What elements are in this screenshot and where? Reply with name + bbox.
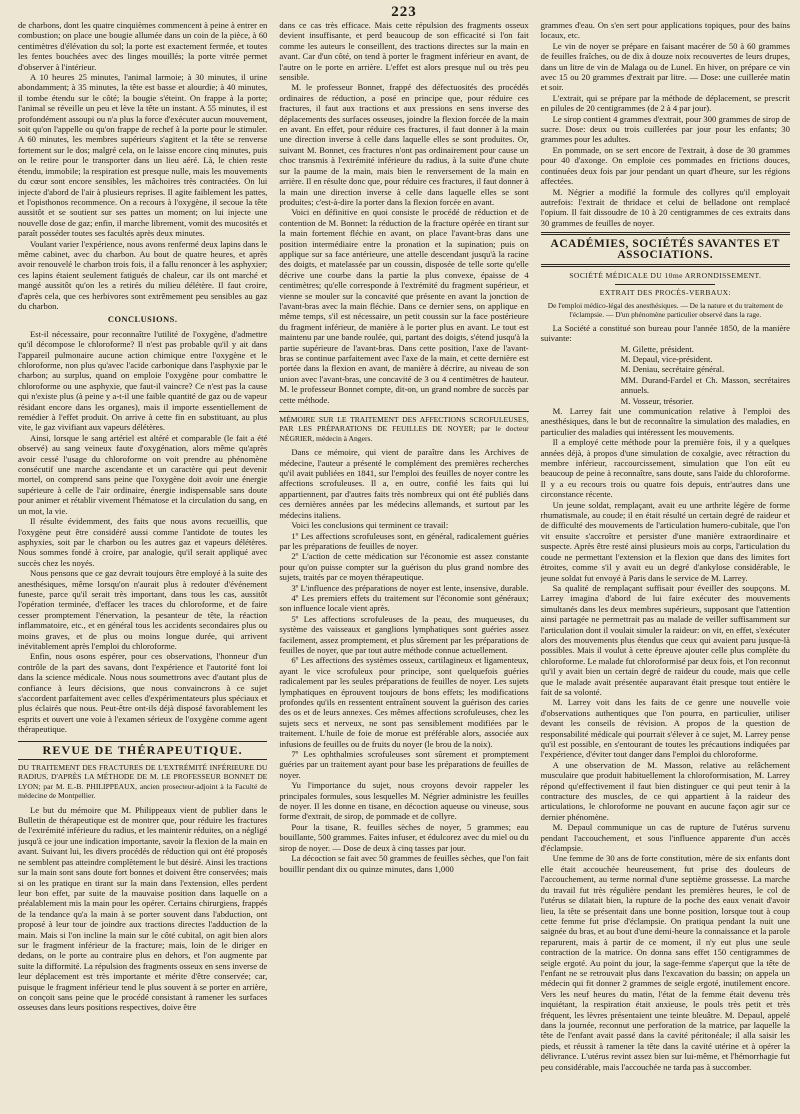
column-1 [18, 20, 267, 1110]
section-title: ACADÉMIES, SOCIÉTÉS SAVANTES ET ASSOCIATIONS. [550, 238, 781, 261]
paragraph: Voulant varier l'expérience, nous avons renfermé deux lapins dans le même cabinet, avec du charbon. Au bout de quatre heures, et après avoir renouvelé le charbon trois fois, il a fallu renoncer à les asphyxier; ces lapins étaient seulement fatigués de chaleur, car ils ont marché et mangé aussitôt qu'on les a retirés du milieu délétère. Il faut croire, d'après cela, que ces herbivores sont extrêmement peu sensibles au gaz du charbon. [18, 238, 268, 311]
article-paragraphs [279, 20, 528, 405]
paragraph: Est-il nécessaire, pour reconnaître l'utilité de l'oxygène, d'admettre qu'il décompose le chloroforme? Il n'est pas probable qu'il y ait dans l'appareil pulmonaire aucune action chimique entre l'oxygène et le chloroforme, non plus qu'avec l'acide carbonique dans l'asphyxie par le charbon; au surplus, quand on emploie l'oxygène pour combattre le chloroforme ou une asphyxie, que faut-il vaincre? Ce n'est pas la cause qui n'existe plus (à peine y a-t-il une faible quantité de gaz ou de vapeur résidant encore dans les organes), mais il importe essentiellement de remédier à l'effet produit. On arrive à cette fin en substituant, au plus vite, le gaz vivifiant aux vapeurs délétères. [18, 328, 268, 433]
roster-item: M. Depaul, vice-président. [620, 353, 713, 364]
paragraph: Dans ce mémoire, qui vient de paraître dans les Archives de médecine, l'auteur a présenté le complément des premières recherches qu'il avait publiées en 1841, sur l'emploi des feuilles de noyer contre les affections scrofuleuses. Il a, en outre, confié les faits qui lui appartiennent, par d'autres faits très nombreux qui ont été publiés dans ces dernières années par les médecins allemands, et surtout par les médecins italiens. [279, 447, 529, 520]
paragraph: M. le professeur Bonnet, frappé des défectuosités des procédés ordinaires de réduction, a posé en principe que, pour réduire ces fractures, il faut aux tractions et aux pressions en sens inverse des déplacements des surfaces osseuses, joindre la flexion forcée de la main en avant. En effet, pour réduire ces fractures, il faut donner à la main une direction inverse à celle dans laquelle elles se sont produites. Or, suivant M. Bonnet, ces fractures n'ont pas ordinairement pour cause un choc transmis à l'extrémité inférieure du radius, à la suite d'une chute sur la paume de la main, mais bien le renversement de la main en arrière. Il en résulte donc que, pour réduire ces fractures, il faut donner à la main une direction inverse à celle dans laquelle elles se sont produites; c'est-à-dire la porter dans la flexion forcée en avant. [279, 82, 529, 207]
article-heading: DU TRAITEMENT DES FRACTURES DE L'EXTRÉMITÉ INFÉRIEURE DU RADIUS, D'APRÈS LA MÉTHODE DE M. LE PROFESSEUR BONNET DE LYON; par M. E.-B. PHILIPPEAUX, ancien prosecteur-adjoint à la Faculté de médecine de Montpellier. [18, 763, 268, 801]
paragraph: M. Depaul communique un cas de rupture de l'utérus survenu pendant l'accouchement, et sous l'influence apparente d'un accès d'éclampsie. [540, 822, 790, 854]
paragraph: Le but du mémoire que M. Philippeaux vient de publier dans le Bulletin de thérapeutique est de montrer que, pour réduire les fractures de l'extrémité inférieure du radius, et les maintenir réduites, on a négligé jusqu'à ce jour une indication importante, savoir la flexion de la main en avant. Suivant lui, les divers procédés de réduction qui ont été proposés ne semblent pas atteindre complètement le but désiré. Ainsi les tractions sur la main sont sans doute fort bonnes et doivent être conservées; mais si on les pratique en tirant sur la main dans l'extension, elles perdent leur bon effet, par suite de la mauvaise position dans laquelle on a préalablement mis la main pour les opérer. Certains chirurgiens, frappés de la tendance qu'a la main à se porter souvent dans l'abduction, ont proposé à leur tour de joindre aux tractions directes l'adduction de la main. Mais si l'on incline la main sur le côté cubital, on agit bien alors sur le fragment inférieur de la fracture; mais, loin de le diriger en dedans, on le porte au contraire plus en dehors, et l'on augmente par suite la difformité. La répulsion des fragments osseux en sens inverse de leur déplacement est très importante et mérite d'être conservée; car, puisque le fragment inférieur tend le plus souvent à se porter en arrière, on conçoit sans peine que le procédé consistant à ramener les surfaces osseuses dans leurs positions respectives, doive être [18, 804, 268, 1013]
extract-summary: De l'emploi médico-légal des anesthésiques. — De la nature et du traitement de l'éclampsie. — D'un phénomène particulier observé dans la rage. [547, 300, 783, 319]
paragraph: En pommade, on se sert encore de l'extrait, à dose de 30 grammes pour 40 d'axonge. On emploie ces pommades en frictions douces, continuées deux fois par jour pendant un quart d'heure, sur les régions affectées. [540, 144, 790, 187]
extract-heading: EXTRAIT DES PROCÈS-VERBAUX: [599, 288, 731, 298]
roster-item: MM. Durand-Fardel et Ch. Masson, secrétaires annuels. [620, 374, 790, 396]
paragraph: M. Larrey fait une communication relative à l'emploi des anesthésiques, dans le but de reconnaître la simulation des maladies, en particulier des maladies qui intéressent les mouvements. [540, 406, 790, 437]
bureau-roster [541, 344, 790, 406]
article-paragraphs [18, 805, 267, 1013]
roster-item: M. Vosseur, trésorier. [620, 395, 694, 406]
paragraph: Voici en définitive en quoi consiste le procédé de réduction et de contention de M. Bonnet: la réduction de la fracture opérée en tirant sur la main fortement fléchie en avant, on place l'avant-bras dans une position intermédiaire entre la pronation et la supination; puis on applique sur sa face antérieure, une attelle descendant jusqu'à la racine des doigts, et matelassée par un coussin, disposée de telle sorte qu'elle décrive une courbe dans la partie la plus convexe, épaisse de 4 centimètres; qu'elle corresponde à l'extrémité du fragment supérieur, et vienne se mouler sur la concavité que présente en avant la jonction de l'avant-bras avec la main fléchie. Dans ce dernier sens, on applique en même temps, s'il est nécessaire, un petit coussin sur la face postérieure du fragment inférieur, de manière à le porter plus en avant. Le tout est maintenu par une bande roulée, qui, partant des doigts, s'étend jusqu'à la partie supérieure de l'avant-bras. Dans cette position, l'axe de l'avant-bras se continue parfaitement avec l'axe de la main, et cette dernière est portée dans la flexion en avant, de manière à décrire, au niveau de son union avec l'avant-bras, une concavité de 3 ou 4 centimètres de hauteur. M. le professeur Bonnet compte, dit-on, un grand nombre de succès par cette méthode. [279, 207, 529, 405]
paragraph: Il a employé cette méthode pour la première fois, il y a quelques années déjà, à propos d'une simulation de coxalgie, avec rétraction du membre inférieur, raccourcissement, simulation que l'on eût eu beaucoup de peine à reconnaître, sans doute, sans l'aide du chloroforme. Il y a eu recours trois ou quatre fois depuis, entr'autres dans une circonstance récente. [540, 437, 790, 500]
society-heading: SOCIÉTÉ MÉDICALE DU 10me ARRONDISSEMENT. [569, 270, 762, 280]
paragraph: La Société a constitué son bureau pour l'année 1850, de la manière suivante: [540, 322, 790, 344]
proceedings-paragraphs [541, 406, 790, 1072]
list-item: 3º L'influence des préparations de noyer est lente, insensive, durable. [291, 582, 529, 593]
columns [18, 20, 790, 1110]
paragraph: Voici les conclusions qui terminent ce travail: [291, 520, 449, 531]
paragraph: dans ce cas très efficace. Mais cette répulsion des fragments osseux devient insuffisante, et perd beaucoup de son efficacité si l'on fait comme les auteurs le conseillent, des tractions directes sur la main en avant. Car d'un côté, on tend à porter le fragment inférieur en avant, de l'autre on le porte en arrière. L'effet est alors presque nul ou très peu sensible. [279, 20, 529, 83]
paragraph: Sa qualité de remplaçant suffisait pour éveiller des soupçons. M. Larrey imagina d'abord de lui faire exécuter des mouvements simultanés dans les deux membres supérieurs, supposant que l'attention ainsi partagée ne permettrait pas au malade de veiller suffisamment sur l'articulation dont il voulait simuler la raideur: on vit, en effet, s'exécuter alors des mouvements plus étendus que ceux qui avaient paru jusque-là possibles. Mais il voulut à cette épreuve ajouter celle plus complète du chloroforme. Le malade fut chloroformisé par deux fois, et l'on reconnut qu'il y avait bien un certain degré de raideur du coude, mais que celle que le malade avait présentée auparavant était presque tout entière le fait de sa volonté. [540, 582, 790, 697]
paragraph: Le sirop contient 4 grammes d'extrait, pour 300 grammes de sirop de sucre. Dose: deux ou trois cuillerées par jour pour les enfants; 30 grammes pour les adultes. [540, 113, 790, 145]
paragraph: A 10 heures 25 minutes, l'animal larmoie; à 30 minutes, il urine abondamment; à 35 minutes, la tête est basse et alourdie; à 40 minutes, il tombe étendu sur le côté; la bougie s'éteint. On frappe à la porte; l'animal se réveille un peu et lève la tête un instant. A 55 minutes, il est profondément assoupi ou n'a plus la force d'exécuter aucun mouvement, soit qu'on l'appelle ou qu'on frappe de rechef à la porte pour le stimuler. A 60 minutes, les membres supérieurs s'agitent et la tête se renverse fortement sur le dos; malgré cela, on le laisse encore cinq minutes, puis on le retire pour le transporter dans un lieu aéré. Là, le chien reste étendu, immobile; la respiration est presque nulle, mais les mouvements du cœur sont encore sensibles, les mâchoires très contractées. On lui injecte d'abord de l'air à plusieurs reprises. Il agite faiblement les pattes, et l'opisthonos recommence. On a recours à l'oxygène, il secoue la tête aussitôt et se soutient sur ses pattes un moment; on lui injecte une nouvelle dose de gaz; enfin, il marche librement, vomit des mucosités et paraît posséder toutes ses facultés après deux minutes. [18, 72, 268, 239]
article-heading: MÉMOIRE SUR LE TRAITEMENT DES AFFECTIONS SCROFULEUSES, PAR LES PRÉPARATIONS DE FEUILLES DE NOYER; par le docteur NÉGRIER, médecin à Angers. [279, 415, 529, 443]
paragraph: Il résulte évidemment, des faits que nous avons recueillis, que l'oxygène peut être considéré aussi comme l'antidote de toutes les asphyxies, soit par le charbon ou les autres gaz et vapeurs délétères. Nous sommes fondé à croire, par analogie, qu'il serait appliqué avec succès chez les noyés. [18, 516, 268, 568]
section-divider [18, 759, 267, 760]
article-paragraphs [541, 20, 790, 228]
list-item: 2º L'action de cette médication sur l'économie est assez constante pour qu'on puisse compter sur la guérison du plus grand nombre des sujets, traités par ce moyen thérapeutique. [279, 551, 529, 583]
article-divider [279, 411, 528, 412]
opening-paragraphs [18, 20, 267, 311]
paragraph: M. Négrier a modifié la formule des collyres qu'il employait autrefois: l'extrait de thridace et celui de belladone ont remplacé l'opium. Il fait dissoudre de 10 à 20 centigrammes de ces extraits dans 30 grammes de feuilles de noyer. [540, 186, 790, 228]
roster-item: M. Deniau, secrétaire général. [620, 364, 725, 375]
list-item: 6º Les affections des systèmes osseux, cartilagineux et ligamenteux, ayant le vice scrofuleux pour principe, sont quelquefois guéries radicalement par les seules préparations de feuilles de noyer. Les sujets lymphatiques en éprouvent toujours de bons effets; les modifications profondes qu'ils en ressentent entraînent souvent la guérison des caries des os et de leurs annexes. Ces mêmes affections scrofuleuses, chez les sujets secs et nerveux, ne sont pas sensiblement modifiées par le traitement. L'huile de foie de morue est préférable alors, associée aux infusions de feuilles ou de fruits du noyer (le brou de la noix). [279, 655, 529, 749]
list-item: 4º Les premiers effets du traitement sur l'économie sont généraux; son influence locale vient après. [279, 592, 529, 614]
column-2 [279, 20, 528, 1110]
paragraph: La décoction se fait avec 50 grammes de feuilles sèches, que l'on fait bouillir pendant dix ou quinze minutes, dans 1,000 [279, 853, 529, 874]
paragraph: Nous pensons que ce gaz devrait toujours être employé à la suite des anesthésiques, même lorsqu'on n'aurait plus à redouter d'événement funeste, parce qu'il serait très important, dans tous les cas, aussitôt l'opération terminée, d'effacer les traces du chloroforme, et de faire cesser promptement l'énervation, la pesanteur de tête, la réaction inflammatoire, etc., et en général tous les accidents secondaires plus ou moins graves, et de plus ou moins longue durée, qui arrivent inévitablement après l'emploi du chloroforme. [18, 568, 268, 651]
paragraph: L'extrait, qui se prépare par la méthode de déplacement, se prescrit en pilules de 20 centigrammes (de 2 à 4 par jour). [540, 92, 790, 114]
list-item: 5º Les affections scrofuleuses de la peau, des muqueuses, du système des vaisseaux et ganglions lymphatiques sont guéries assez facilement, assez promptement, et plus sûrement par les préparations de feuilles de noyer, que par tout autre méthode connue actuellement. [279, 613, 529, 655]
paragraph: Le vin de noyer se prépare en faisant macérer de 50 à 60 grammes de feuilles fraîches, ou de dix à douze noix recouvertes de leurs drupes, dans un litre de vin de Malaga ou de Lunel. En hiver, on prépare ce vin avec 15 ou 20 grammes d'extrait par litre. — Dose: une cuillerée matin et soir. [540, 40, 790, 93]
subsection-divider [615, 284, 715, 285]
conclusion-paragraphs [18, 329, 267, 735]
paragraph: Une femme de 30 ans de forte constitution, mère de six enfants dont elle était accouchée heureusement, fut prise des douleurs de l'accouchement, au terme normal d'une septième grossesse. La marche du travail fut très régulière pendant les premières heures, le col de l'utérus se dilatait bien, la rupture de la poche des eaux venait d'avoir lieu, la tête se présentait dans une bonne position, lorsque tout à coup cette femme fut prise d'éclampsie. On pratiqua pendant la nuit une saignée du bras, et au bout d'une demi-heure la connaissance et la parole reparurent, mais à partir de ce moment, il n'y eut plus une seule contraction de la matrice. On donna sans effet 150 centigrammes de seigle ergoté. Au point du jour, la sage-femme s'aperçut que la tête de l'enfant ne se retrouvait plus dans l'excavation du bassin; on appela un médecin qui fit donner 2 grammes de seigle ergoté, inutilement encore. Vers les neuf heures du matin, l'état de la femme était devenu très inquiétant, la respiration était anxieuse, le pouls très petit et très fréquent, les lèvres présentaient une teinte bleuâtre. M. Depaul, appelé dans la journée, reconnut une perforation de la matrice, par laquelle la tête de l'enfant avait passé dans la cavité péritonéale; il alla saisir les pieds, et réussit à ramener la tête dans la cavité utérine et à opérer la délivrance. L'utérus revint assez bien sur lui-même, et l'hémorrhagie fut peu considérable, mais l'accouchée ne tarda pas à succomber. [540, 853, 790, 1072]
section-divider [541, 264, 790, 267]
paragraph: Enfin, nous osons espérer, pour ces observations, l'honneur d'un contrôle de la part des savans, dont l'expérience et l'autorité font loi dans la science médicale. Nous nous soumettrons avec d'autant plus de confiance à leurs décisions, que nous convaincrons à ce sujet s'accordent parfaitement avec celles d'expérimentateurs plus spéciaux et plus éclairés que nous. Peut-être ont-ils déjà disposé favorablement les esprits et ouvert une voie à l'examen sérieux de l'oxygène comme agent thérapeutique. [18, 651, 268, 735]
column-3 [541, 20, 790, 1110]
section-title: REVUE DE THÉRAPEUTIQUE. [42, 742, 243, 757]
paragraph: grammes d'eau. On s'en sert pour applications topiques, pour des bains locaux, etc. [540, 20, 790, 41]
paragraph: Pour la tisane, R. feuilles sèches de noyer, 5 grammes; eau bouillante, 500 grammes. Faites infuser, et édulcorez avec du miel ou du sirop de noyer. — Dose de deux à cinq tasses par jour. [279, 821, 529, 853]
page-number: 223 [391, 4, 417, 20]
conclusions-heading: CONCLUSIONS. [107, 315, 178, 325]
section-divider [18, 741, 267, 742]
roster-item: M. Gilette, président. [620, 343, 694, 354]
list-item: 1º Les affections scrofuleuses sont, en général, radicalement guéries par les préparations de feuilles de noyer. [279, 530, 529, 551]
section-divider [541, 232, 790, 235]
paragraph: M. Larrey voit dans les faits de ce genre une nouvelle voie d'observations authentiques que l'on pourra, en particulier, utiliser devant les conseils de révision. A propos de la question de responsabilité médicale qui pourrait s'élever à ce sujet, M. Larrey pense qu'il est possible, en s'entourant de toutes les précautions indiquées par l'expérience, d'éviter tout danger dans l'emploi du chloroforme. [540, 697, 790, 760]
list-item: 7º Les ophthalmies scrofuleuses sont sûrement et promptement guéries par un traitement ayant pour base les préparations de feuilles de noyer. [279, 749, 529, 780]
paragraph: de charbons, dont les quatre cinquièmes commencent à peine à entrer en combustion; on place une bougie allumée dans un coin de la pièce, à 60 centimètres d'élévation du sol; la porte est exactement fermée, et toutes les fentes bouchées avec des linges mouillés; la porte vitrée permet d'observer à l'intérieur. [18, 20, 268, 72]
paragraph: Ainsi, lorsque le sang artériel est altéré et comparable (le fait a été observé) au sang veineux faute d'oxygénation, alors même qu'après avoir cessé l'usage du chloroforme on voit prendre au phénomène consécutif une marche ascendante et un caractère qui peut devenir mortel, on comprend sans peine que l'oxygène doit avoir une énergie supérieure à celle de l'air ordinaire, énergie indispensable sans doute pour animer et rétablir vivement l'hématose et la circulation du sang, en un mot, la vie. [18, 432, 268, 516]
paragraph: Un jeune soldat, remplaçant, avait eu une arthrite légère de forme rhumatismale, au coude; il en était résulté un certain degré de raideur et de difficulté des mouvements de l'articulation humero-cubitale, que l'on vit ensuite s'accroître et persister d'une manière extraordinaire et suspecte. Après être resté ainsi plusieurs mois au corps, l'articulation du coude ne permettant l'extension et la flexion que dans des limites fort étroites, comme s'il y avait eu un degré d'ankylose considérable, le jeune soldat fut envoyé à Paris dans le service de M. Larrey. [540, 499, 790, 583]
article-paragraphs [279, 447, 528, 874]
paragraph: A une observation de M. Masson, relative au relâchement musculaire que produit habituellement la chloroformisation, M. Larrey répond qu'effectivement il faut bien distinguer ce qui peut tenir à la contracture des muscles, de ce qui appartient à la raideur des articulations, le chloroforme ne pouvant en aucune façon agir sur ce dernier phénomène. [540, 759, 790, 822]
paragraph: Yu l'importance du sujet, nous croyons devoir rappeler les principales formules, sous lesquelles M. Négrier administre les feuilles de noyer. Il les donne en tisane, en décoction aqueuse ou vineuse, sous forme d'extrait, de sirop, de pommade et de collyre. [279, 780, 529, 822]
